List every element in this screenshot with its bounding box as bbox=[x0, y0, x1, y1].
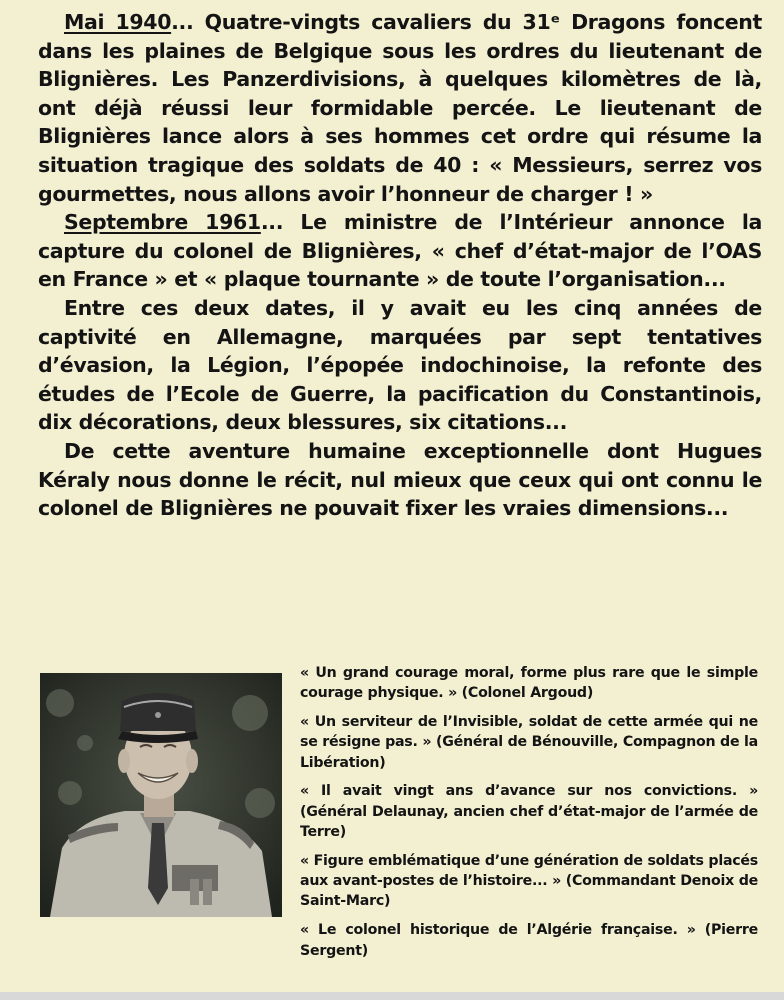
paragraph-2-text: ... Le ministre de l’Intérieur annonce la capture du colonel de Blignières, « chef d’état-major de l’OAS en France » et « plaque tournante » de toute l’organisation... bbox=[38, 210, 762, 292]
quote-item: « Un grand courage moral, forme plus rare que le simple courage physique. » (Colonel Argoud) bbox=[300, 665, 758, 702]
paragraph-2 bbox=[38, 208, 762, 294]
quote-item: « Le colonel historique de l’Algérie française. » (Pierre Sergent) bbox=[300, 922, 758, 959]
back-cover-text bbox=[38, 8, 762, 523]
testimonial-quotes bbox=[300, 663, 758, 969]
date-heading-1961: Septembre 1961 bbox=[64, 210, 261, 235]
quote-item: « Un serviteur de l’Invisible, soldat de cette armée qui ne se résigne pas. » (Général de Bénouville, Compagnon de la Libération) bbox=[300, 714, 758, 771]
bottom-border bbox=[0, 992, 784, 1000]
date-heading-1940: Mai 1940 bbox=[64, 10, 172, 34]
portrait-illustration bbox=[40, 673, 282, 917]
paragraph-3: Entre ces deux dates, il y avait eu les cinq années de captivité en Allemagne, marquées par sept tentatives d’évasion, la Légion, l’épopée indochinoise, la refonte des études de l’Ecole de Guerre, la pacification du Constantinois, dix décorations, deux blessures, six citations... bbox=[38, 295, 762, 435]
paragraph-4: De cette aventure humaine exceptionnelle dont Hugues Kéraly nous donne le récit, nul mieux que ceux qui ont connu le colonel de Blignières ne pouvait fixer les vraies dimensions... bbox=[38, 438, 762, 521]
portrait-photo bbox=[40, 673, 282, 917]
quote-item: « Il avait vingt ans d’avance sur nos convictions. » (Général Delaunay, ancien chef d’état-major de l’armée de Terre) bbox=[300, 783, 758, 841]
quote-item: « Figure emblématique d’une génération de soldats placés aux avant-postes de l’histoire... » (Commandant Denoix de Saint-Marc) bbox=[300, 852, 758, 910]
paragraph-1 bbox=[38, 8, 762, 208]
paragraph-1-text: ... Quatre-vingts cavaliers du 31ᵉ Dragons foncent dans les plaines de Belgique sous les ordres du lieutenant de Blignières. Les Panzerdivisions, à quelques kilomètres de là, ont déjà réussi leur formidable percée. Le lieutenant de Blignières lance alors à ses hommes cet ordre qui résume la situation tragique des soldats de 40 : « Messieurs, serrez vos gourmettes, nous allons avoir l’honneur de charger ! » bbox=[38, 10, 762, 206]
